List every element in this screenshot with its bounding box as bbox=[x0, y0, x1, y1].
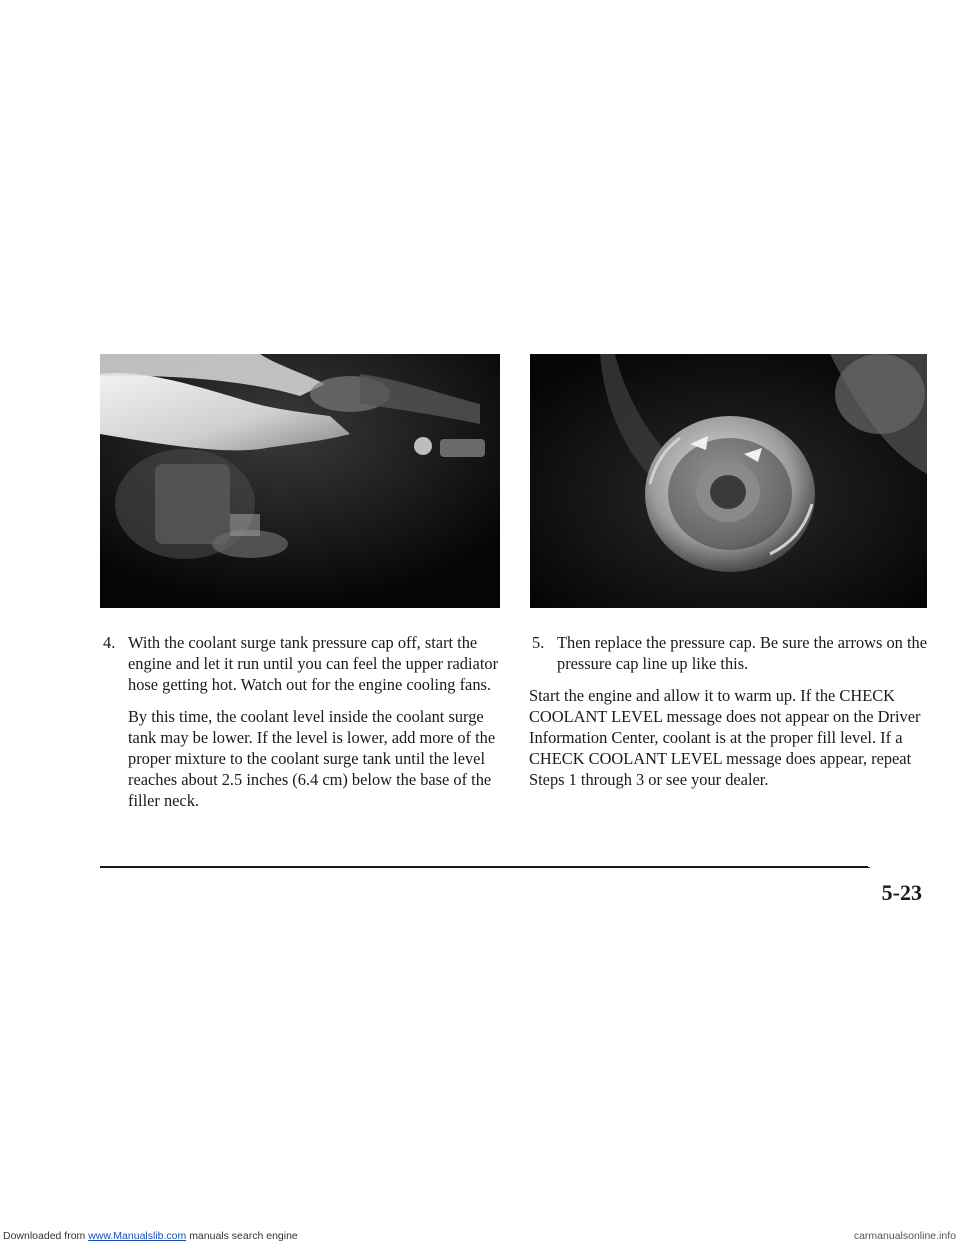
step-5-followup: Start the engine and allow it to warm up. If the CHECK COOLANT LEVEL message does not appear on the Driver Information Center, coolant is at the proper fill level. If a CHECK COOLANT LEVEL message does appear, repeat Steps 1 through 3 or see your dealer. bbox=[529, 686, 921, 789]
page-number: 5-23 bbox=[881, 880, 922, 905]
footer-prefix: Downloaded from bbox=[3, 1230, 86, 1242]
radiator-hose-illustration bbox=[100, 354, 500, 608]
step-number: 4. bbox=[103, 633, 116, 652]
step-number: 5. bbox=[532, 633, 545, 652]
step-5 bbox=[529, 632, 929, 674]
photo-hand-on-radiator-hose bbox=[100, 354, 500, 608]
download-footer bbox=[0, 1230, 960, 1242]
footer-watermark: carmanualsonline.info bbox=[853, 1230, 956, 1242]
footer-suffix: manuals search engine bbox=[189, 1230, 298, 1242]
column-right bbox=[529, 632, 929, 790]
step-4-followup: By this time, the coolant level inside the coolant surge tank may be lower. If the level is lower, add more of the proper mixture to the coolant surge tank until the level reaches about 2.5 inches (6.4 cm) below the base of the filler neck. bbox=[128, 707, 496, 810]
photo-pressure-cap-arrows bbox=[530, 354, 927, 608]
footer-rule bbox=[100, 866, 868, 868]
step-text: With the coolant surge tank pressure cap off, start the engine and let it run until you can feel the upper radiator hose getting hot. Watch out for the engine cooling fans. bbox=[128, 633, 499, 694]
step-4 bbox=[100, 632, 500, 695]
step-text: Then replace the pressure cap. Be sure the arrows on the pressure cap line up like this. bbox=[557, 633, 927, 673]
manualslib-link[interactable]: www.Manualslib.com bbox=[88, 1230, 187, 1242]
pressure-cap-illustration bbox=[530, 354, 927, 608]
footer-source bbox=[3, 1230, 298, 1242]
column-left bbox=[100, 632, 500, 811]
